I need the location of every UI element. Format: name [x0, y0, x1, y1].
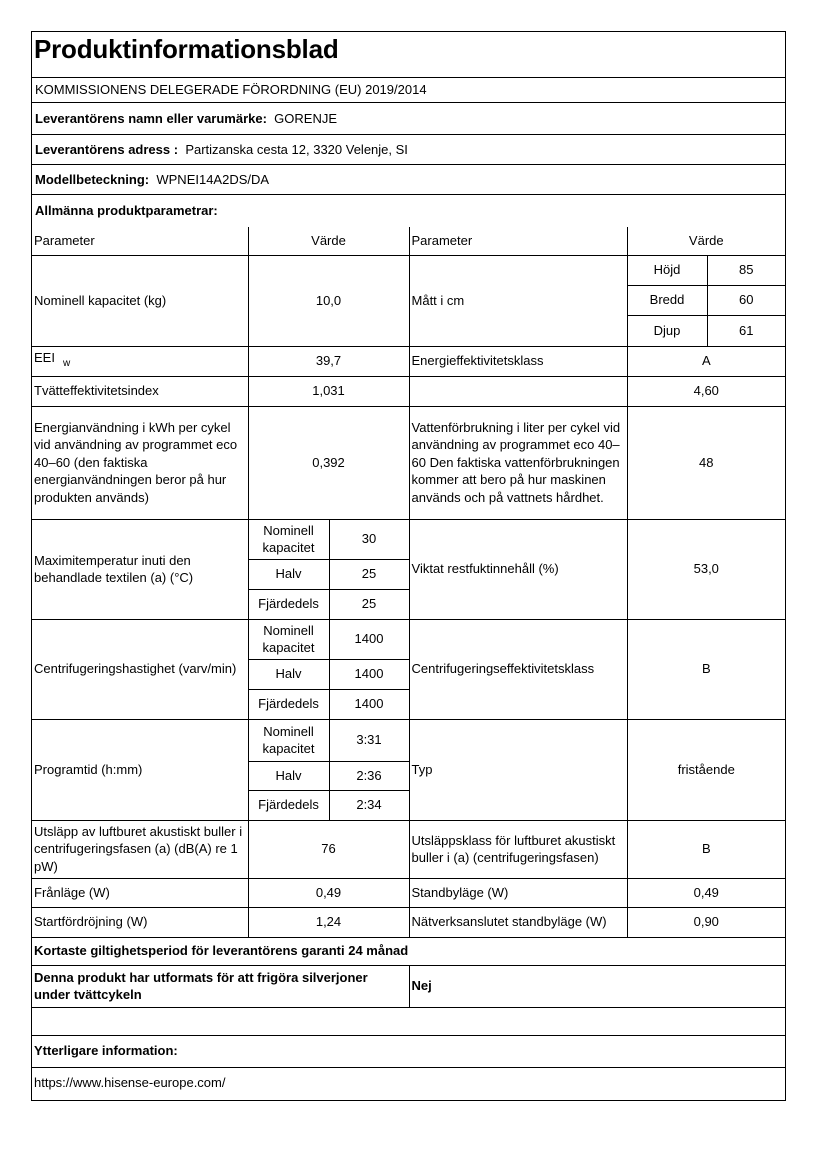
spin-quarter: 1400	[329, 689, 409, 719]
empty-row	[32, 1007, 785, 1035]
noise-value: 76	[248, 820, 409, 878]
depth-label: Djup	[627, 315, 707, 346]
page-title: Produktinformationsblad	[34, 34, 339, 64]
height-value: 85	[707, 255, 785, 285]
standby-value: 0,49	[627, 878, 785, 907]
table-header-row	[32, 227, 785, 255]
type-value: fristående	[627, 719, 785, 820]
network-standby-label: Nätverksanslutet standbyläge (W)	[409, 907, 627, 937]
spin-class-value: B	[627, 619, 785, 719]
max-temp-label: Maximitemperatur inuti den behandlade textilen (a) (°C)	[32, 519, 248, 619]
regulation-row	[32, 78, 785, 103]
header-value: Värde	[248, 227, 409, 255]
temp-half: 25	[329, 559, 409, 589]
energy-use-label: Energianvändning i kWh per cykel vid användning av programmet eco 40–60 (den faktiska energianvändningen beror på hur produkten används)	[32, 406, 248, 519]
load-quarter: Fjärdedels	[248, 790, 329, 820]
table-row	[32, 406, 785, 519]
network-standby-value: 0,90	[627, 907, 785, 937]
spin-class-label: Centrifugeringseffektivitetsklass	[409, 619, 627, 719]
spin-rated: 1400	[329, 619, 409, 659]
table-row	[32, 1067, 785, 1098]
capacity-label: Nominell kapacitet (kg)	[32, 255, 248, 346]
wash-index-label: Tvätteffektivitetsindex	[32, 376, 248, 406]
load-half: Halv	[248, 659, 329, 689]
supplier-row	[32, 103, 785, 135]
additional-info-label: Ytterligare information:	[32, 1035, 785, 1067]
energy-class-label: Energieffektivitetsklass	[409, 346, 627, 376]
model-label: Modellbeteckning:	[35, 172, 150, 187]
noise-class-label: Utsläppsklass för luftburet akustiskt buller i (a) (centrifugeringsfasen)	[409, 820, 627, 878]
delay-start-label: Startfördröjning (W)	[32, 907, 248, 937]
off-mode-label: Frånläge (W)	[32, 878, 248, 907]
dimensions-label: Mått i cm	[409, 255, 627, 346]
model-value: WPNEI14A2DS/DA	[156, 172, 270, 187]
product-information-sheet	[31, 31, 786, 1101]
spin-half: 1400	[329, 659, 409, 689]
table-row	[32, 937, 785, 965]
table-row	[32, 907, 785, 937]
table-row	[32, 878, 785, 907]
website-url: https://www.hisense-europe.com/	[32, 1067, 785, 1098]
table-row	[32, 376, 785, 406]
off-mode-value: 0,49	[248, 878, 409, 907]
table-row	[32, 255, 785, 285]
width-label: Bredd	[627, 285, 707, 315]
standby-label: Standbyläge (W)	[409, 878, 627, 907]
table-row	[32, 519, 785, 559]
temp-rated: 30	[329, 519, 409, 559]
load-quarter: Fjärdedels	[248, 689, 329, 719]
load-quarter: Fjärdedels	[248, 589, 329, 619]
rinse-label	[409, 376, 627, 406]
supplier-label: Leverantörens namn eller varumärke:	[35, 111, 267, 126]
noise-label: Utsläpp av luftburet akustiskt buller i centrifugeringsfasen (a) (dB(A) re 1 pW)	[32, 820, 248, 878]
table-row	[32, 719, 785, 761]
program-quarter: 2:34	[329, 790, 409, 820]
table-row	[32, 1035, 785, 1067]
load-rated: Nominell kapacitet	[248, 519, 329, 559]
wash-index-value: 1,031	[248, 376, 409, 406]
parameter-table	[32, 227, 785, 1098]
capacity-value: 10,0	[248, 255, 409, 346]
warranty-text: Kortaste giltighetsperiod för leverantörens garanti 24 månad	[32, 937, 785, 965]
general-params-label: Allmänna produktparametrar:	[35, 203, 218, 218]
header-parameter: Parameter	[32, 227, 248, 255]
height-label: Höjd	[627, 255, 707, 285]
type-label: Typ	[409, 719, 627, 820]
load-rated: Nominell kapacitet	[248, 619, 329, 659]
delay-start-value: 1,24	[248, 907, 409, 937]
energy-class-value: A	[627, 346, 785, 376]
program-half: 2:36	[329, 761, 409, 790]
width-value: 60	[707, 285, 785, 315]
energy-use-value: 0,392	[248, 406, 409, 519]
table-row	[32, 1007, 785, 1035]
table-row	[32, 820, 785, 878]
eei-label: EEI $_w$	[32, 346, 248, 376]
title-row	[32, 32, 785, 78]
header-value-2: Värde	[627, 227, 785, 255]
table-row	[32, 619, 785, 659]
program-rated: 3:31	[329, 719, 409, 761]
load-half: Halv	[248, 559, 329, 589]
rinse-value: 4,60	[627, 376, 785, 406]
water-use-label: Vattenförbrukning i liter per cykel vid användning av programmet eco 40–60 Den faktiska vattenförbrukningen kommer att bero på hur maskinen används och på vattnets hårdhet.	[409, 406, 627, 519]
model-row	[32, 165, 785, 195]
general-params-row	[32, 195, 785, 227]
eei-value: 39,7	[248, 346, 409, 376]
table-row	[32, 965, 785, 1007]
silver-ions-label: Denna produkt har utformats för att frigöra silverjoner under tvättcykeln	[32, 965, 409, 1007]
moisture-label: Viktat restfuktinnehåll (%)	[409, 519, 627, 619]
depth-value: 61	[707, 315, 785, 346]
water-use-value: 48	[627, 406, 785, 519]
noise-class-value: B	[627, 820, 785, 878]
header-parameter-2: Parameter	[409, 227, 627, 255]
regulation-text: KOMMISSIONENS DELEGERADE FÖRORDNING (EU) 2019/2014	[35, 82, 427, 97]
load-half: Halv	[248, 761, 329, 790]
spin-speed-label: Centrifugeringshastighet (varv/min)	[32, 619, 248, 719]
address-value: Partizanska cesta 12, 3320 Velenje, SI	[185, 142, 408, 157]
table-row	[32, 346, 785, 376]
supplier-value: GORENJE	[274, 111, 338, 126]
program-time-label: Programtid (h:mm)	[32, 719, 248, 820]
silver-ions-value: Nej	[409, 965, 785, 1007]
address-label: Leverantörens adress :	[35, 142, 179, 157]
temp-quarter: 25	[329, 589, 409, 619]
moisture-value: 53,0	[627, 519, 785, 619]
address-row	[32, 135, 785, 165]
load-rated: Nominell kapacitet	[248, 719, 329, 761]
